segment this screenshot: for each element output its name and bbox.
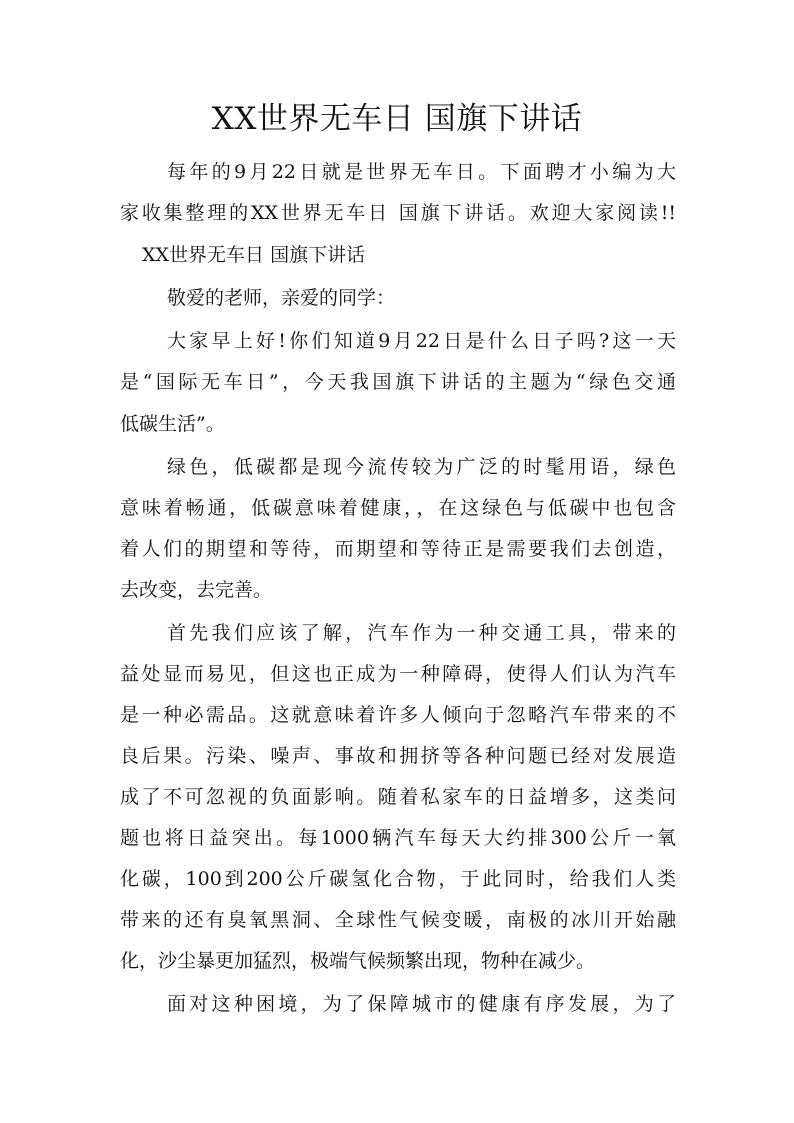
text-line: 化碳，100到200公斤碳氢化合物，于此同时，给我们人类 [120, 868, 676, 890]
text-line: 面对这种困境，为了保障城市的健康有序发展，为了 [167, 993, 676, 1015]
text-line: 低碳生活”。 [120, 413, 225, 435]
text-line: 意味着畅通，低碳意味着健康，，在这绿色与低碳中也包含 [120, 497, 676, 519]
text-line: 绿色，低碳都是现今流传较为广泛的时髦用语，绿色 [167, 456, 676, 478]
text-line: 是“国际无车日”，今天我国旗下讲话的主题为“绿色交通 [120, 371, 676, 393]
text-line: 大家早上好!你们知道9月22日是什么日子吗?这一天 [167, 330, 676, 352]
salutation: 敬爱的老师，亲爱的同学： [167, 287, 396, 309]
document-title: XX世界无车日 国旗下讲话 [211, 101, 583, 137]
text-line: 带来的还有臭氧黑洞、全球性气候变暖，南极的冰川开始融 [120, 909, 676, 931]
text-line: 首先我们应该了解，汽车作为一种交通工具，带来的 [167, 622, 676, 644]
text-line: 每年的9月22日就是世界无车日。下面聘才小编为大 [167, 161, 676, 183]
section-heading: XX世界无车日 国旗下讲话 [142, 244, 366, 266]
text-line: 益处显而易见，但这也正成为一种障碍，使得人们认为汽车 [120, 663, 676, 685]
text-line: 良后果。污染、噪声、事故和拥挤等各种问题已经对发展造 [120, 745, 676, 767]
text-line: 家收集整理的XX世界无车日 国旗下讲话。欢迎大家阅读!! [120, 202, 676, 224]
text-line: 去改变，去完善。 [120, 579, 273, 601]
text-line: 是一种必需品。这就意味着许多人倾向于忽略汽车带来的不 [120, 704, 676, 726]
text-line: 化，沙尘暴更加猛烈，极端气候频繁出现，物种在减少。 [120, 950, 596, 972]
text-line: 成了不可忽视的负面影响。随着私家车的日益增多，这类问 [120, 786, 676, 808]
text-line: 着人们的期望和等待，而期望和等待正是需要我们去创造， [120, 538, 676, 560]
text-line: 题也将日益突出。每1000辆汽车每天大约排300公斤一氧 [120, 827, 676, 849]
